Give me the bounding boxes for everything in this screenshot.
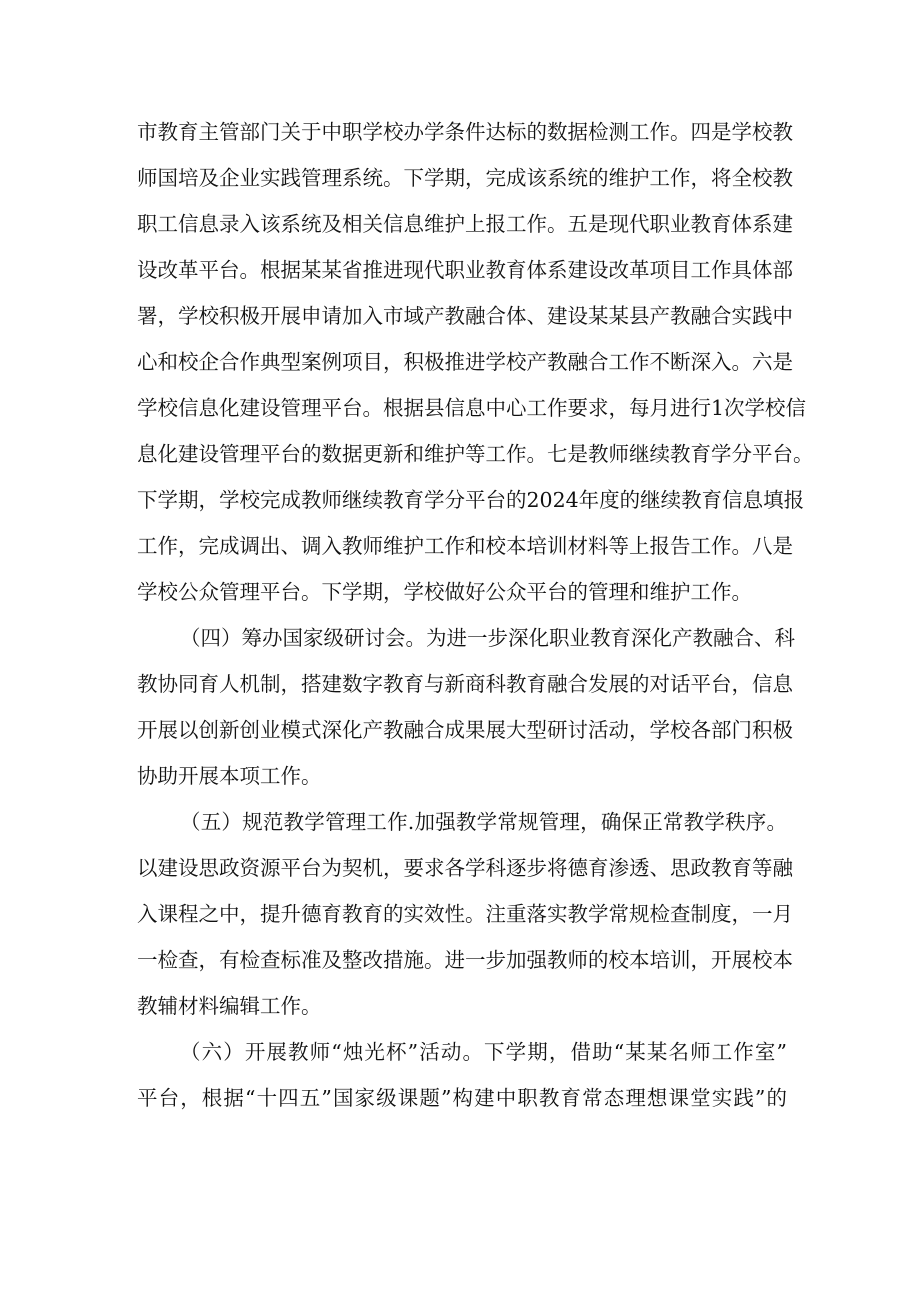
- text-line: 教辅材料编辑工作。: [137, 994, 322, 1018]
- text-line: 入课程之中，提升德育教育的实效性。注重落实教学常规检查制度，一月: [137, 902, 793, 926]
- paragraph-heading-line: （六）开展教师“烛光杯”活动。下学期，借助“某某名师工作室”: [180, 1040, 787, 1064]
- text-line: 学校公众管理平台。下学期，学校做好公众平台的管理和维护工作。: [137, 580, 752, 604]
- text-line: 一检查，有检查标准及整改措施。进一步加强教师的校本培训，开展校本: [137, 948, 793, 972]
- text-line: 心和校企合作典型案例项目，积极推进学校产教融合工作不断深入。六是: [137, 350, 793, 374]
- text-line: 平台，根据“十四五”国家级课题”构建中职教育常态理想课堂实践”的: [137, 1086, 787, 1110]
- paragraph-heading-line: （四）筹办国家级研讨会。为进一步深化职业教育深化产教融合、科: [180, 626, 795, 650]
- text-line: 下学期，学校完成教师继续教育学分平台的2024年度的继续教育信息填报: [137, 488, 805, 512]
- text-line: 协助开展本项工作。: [137, 764, 322, 788]
- text-line: 学校信息化建设管理平台。根据县信息中心工作要求，每月进行1次学校信: [137, 396, 807, 420]
- text-line: 署，学校积极开展申请加入市域产教融合体、建设某某县产教融合实践中: [137, 304, 793, 328]
- text-line: 工作，完成调出、调入教师维护工作和校本培训材料等上报告工作。八是: [137, 534, 793, 558]
- text-line: 市教育主管部门关于中职学校办学条件达标的数据检测工作。四是学校教: [137, 120, 793, 144]
- text-line: 职工信息录入该系统及相关信息维护上报工作。五是现代职业教育体系建: [137, 212, 793, 236]
- text-line: 以建设思政资源平台为契机，要求各学科逐步将德育渗透、思政教育等融: [137, 856, 793, 880]
- text-line: 息化建设管理平台的数据更新和维护等工作。七是教师继续教育学分平台。: [137, 442, 814, 466]
- text-line: 设改革平台。根据某某省推进现代职业教育体系建设改革项目工作具体部: [137, 258, 793, 282]
- paragraph-heading-line: （五）规范教学管理工作.加强教学常规管理，确保正常教学秩序。: [180, 810, 787, 834]
- document-body: [137, 116, 814, 1128]
- text-line: 开展以创新创业模式深化产教融合成果展大型研讨活动，学校各部门积极: [137, 718, 793, 742]
- text-line: 师国培及企业实践管理系统。下学期，完成该系统的维护工作，将全校教: [137, 166, 793, 190]
- text-line: 教协同育人机制，搭建数字教育与新商科教育融合发展的对话平台，信息: [137, 672, 793, 696]
